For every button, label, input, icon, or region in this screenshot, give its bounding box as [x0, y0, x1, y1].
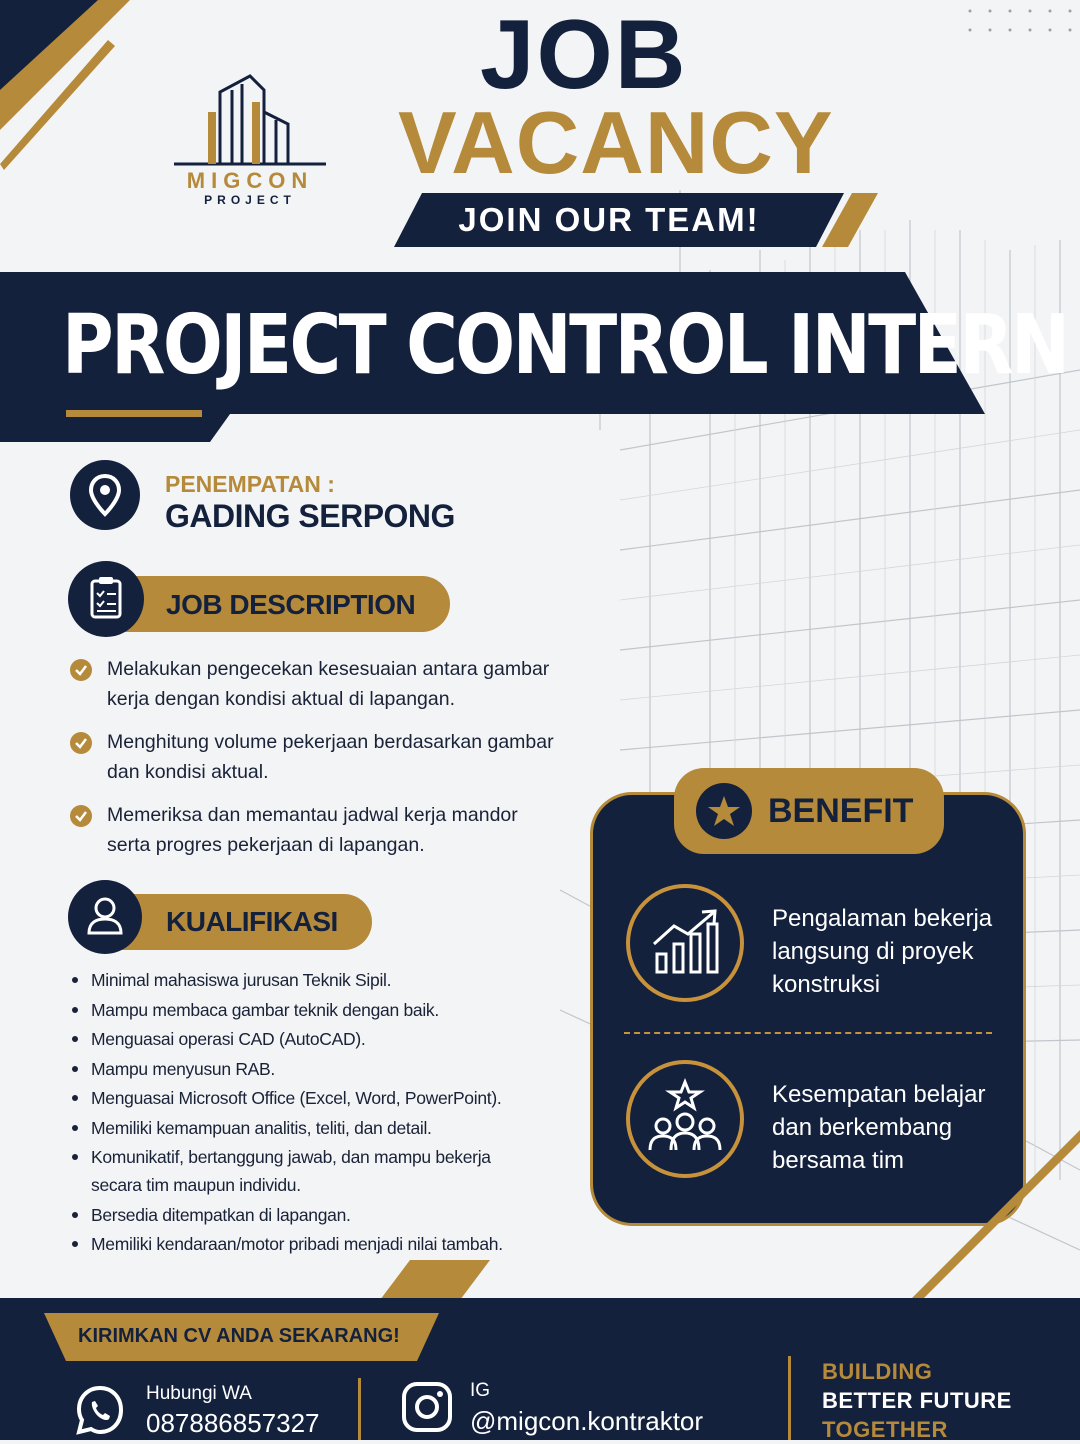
- list-item: Mampu menyusun RAB.: [70, 1055, 540, 1083]
- footer-divider: [358, 1378, 361, 1440]
- qualifications-heading: KUALIFIKASI: [166, 906, 338, 937]
- tagline-line: BETTER FUTURE: [822, 1388, 1012, 1413]
- list-item: Mampu membaca gambar teknik dengan baik.: [70, 996, 540, 1024]
- list-item: Minimal mahasiswa jurusan Teknik Sipil.: [70, 966, 540, 994]
- job-description-text: Menghitung volume pekerjaan berdasarkan gambar dan kondisi aktual.: [107, 731, 554, 783]
- whatsapp-icon[interactable]: [72, 1382, 128, 1438]
- title-underline: [66, 410, 202, 417]
- list-item: Memiliki kendaraan/motor pribadi menjadi nilai tambah.: [70, 1230, 540, 1258]
- headline-job: JOB: [480, 0, 688, 109]
- cta-text: KIRIMKAN CV ANDA SEKARANG!: [78, 1325, 400, 1347]
- building-logo-icon: [172, 72, 328, 172]
- footer-divider: [788, 1356, 791, 1440]
- team-star-icon: [626, 1060, 744, 1178]
- list-item: Komunikatif, bertanggung jawab, dan mampu bekerja secara tim maupun individu.: [70, 1143, 531, 1199]
- job-description-text: Melakukan pengecekan kesesuaian antara gambar kerja dengan kondisi aktual di lapangan.: [107, 658, 550, 710]
- benefit-item-text: Kesempatan belajar dan berkembang bersama tim: [772, 1081, 986, 1174]
- user-icon: [68, 880, 142, 954]
- clipboard-icon: [68, 561, 144, 637]
- logo-name: MIGCON: [186, 168, 314, 193]
- location-label: PENEMPATAN :: [165, 471, 335, 497]
- check-icon: [70, 659, 92, 681]
- whatsapp-label: Hubungi WA: [146, 1383, 252, 1404]
- location-pin-icon: [70, 460, 140, 530]
- growth-chart-icon: [626, 884, 744, 1002]
- check-icon: [70, 805, 92, 827]
- star-icon: [696, 783, 752, 839]
- location-value: GADING SERPONG: [165, 498, 455, 534]
- list-item: Menguasai Microsoft Office (Excel, Word, PowerPoint).: [70, 1084, 540, 1112]
- list-item: Menguasai operasi CAD (AutoCAD).: [70, 1025, 540, 1053]
- check-icon: [70, 732, 92, 754]
- join-banner-text: JOIN OUR TEAM!: [458, 201, 760, 238]
- logo-subtitle: PROJECT: [204, 193, 296, 207]
- tagline: [822, 1357, 1012, 1444]
- benefit-heading: BENEFIT: [768, 792, 914, 830]
- headline-vacancy: VACANCY: [398, 93, 834, 192]
- instagram-handle[interactable]: @migcon.kontraktor: [470, 1406, 704, 1436]
- position-title: PROJECT CONTROL INTERN: [62, 298, 1068, 393]
- tagline-line: BUILDING: [822, 1359, 933, 1384]
- instagram-label: IG: [470, 1380, 491, 1401]
- qualifications-list: [70, 966, 540, 1260]
- accent-stripe-bottom: [380, 1260, 490, 1300]
- benefit-item-text: Pengalaman bekerja langsung di proyek konstruksi: [772, 905, 993, 998]
- list-item: Memiliki kemampuan analitis, teliti, dan detail.: [70, 1114, 540, 1142]
- instagram-icon[interactable]: [400, 1380, 454, 1434]
- tagline-line: TOGETHER: [822, 1417, 948, 1442]
- dot-grid-decoration: [965, 6, 1075, 36]
- benefit-divider: [624, 1032, 992, 1034]
- job-description-text: Memeriksa dan memantau jadwal kerja mandor serta progres pekerjaan di lapangan.: [107, 804, 518, 856]
- whatsapp-number[interactable]: 087886857327: [146, 1408, 320, 1438]
- job-description-heading: JOB DESCRIPTION: [166, 589, 416, 620]
- list-item: Bersedia ditempatkan di lapangan.: [70, 1201, 540, 1229]
